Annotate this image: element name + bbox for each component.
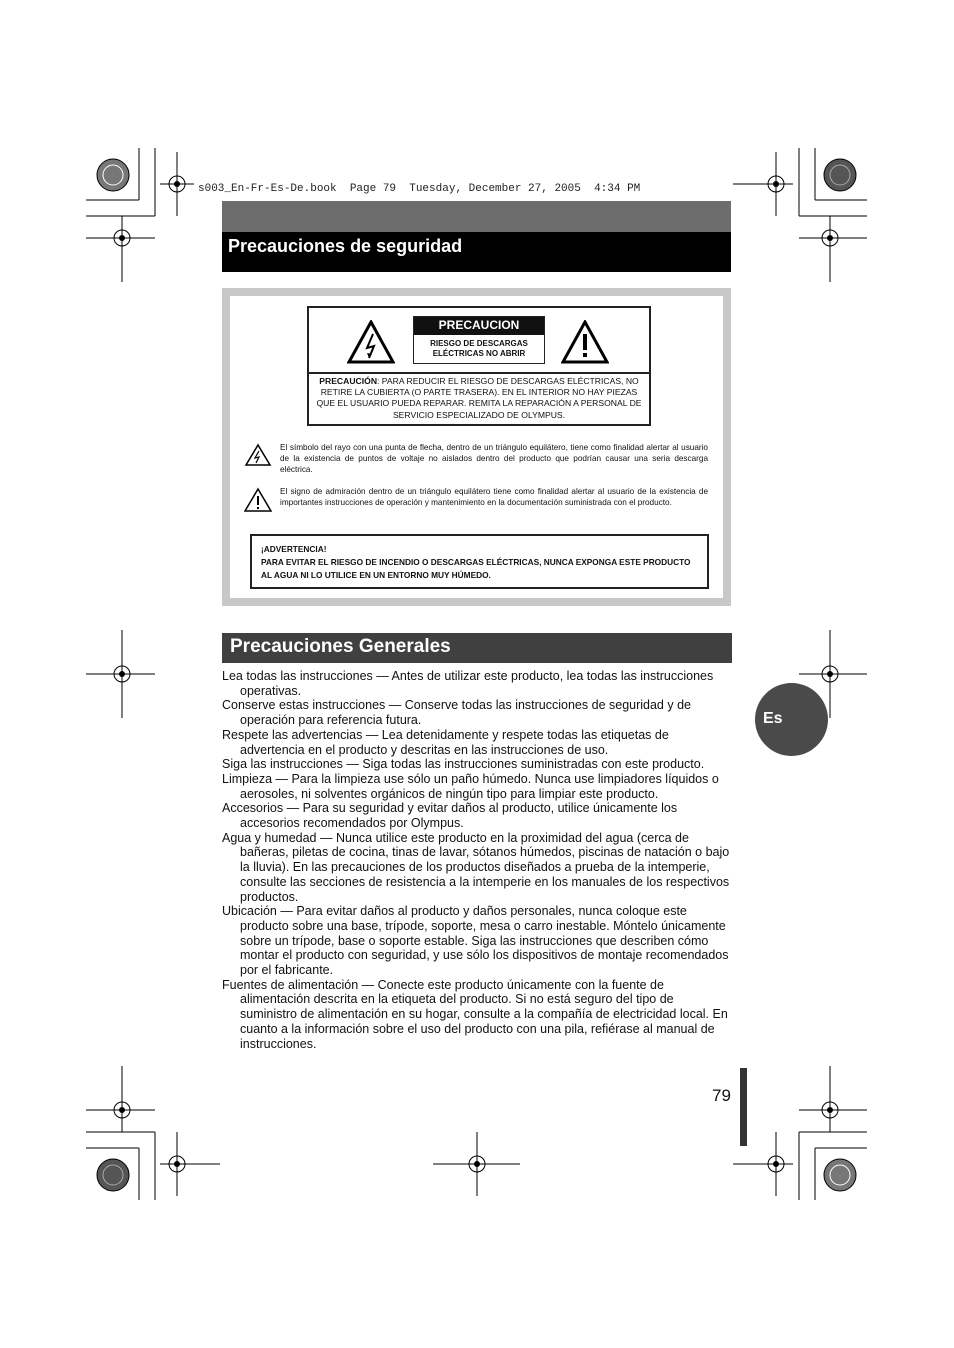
paragraph-cleaning: Limpieza — Para la limpieza use sólo un paño húmedo. Nunca use limpiadores líquidos o aerosoles, ni solventes orgánicos de ningún tipo para limpiar este producto.: [222, 771, 719, 801]
precautions-list: [222, 669, 734, 1051]
exclamation-triangle-icon: [244, 487, 272, 513]
caution-text-body: : PARA REDUCIR EL RIESGO DE DESCARGAS ELÉCTRICAS, NO RETIRE LA CUBIERTA (O PARTE TRASERA). EN EL INTERIOR NO HAY PIEZAS QUE EL USUARIO PUEDA REPARAR. REMITA LA REPARACIÓN A PERSONAL DE SERVICIO ESPECIALIZADO DE OLYMPUS.: [316, 376, 642, 420]
title-bar: [222, 232, 731, 272]
symbol-text-lightning: El símbolo del rayo con una punta de flecha, dentro de un triángulo equilátero, tiene como finalidad alertar al usuario de la existencia de puntos de voltaje no aislados dentro del producto que podrían causar una seria descarga eléctrica.: [280, 443, 708, 474]
paragraph-water-moisture: Agua y humedad — Nunca utilice este producto en la proximidad del agua (cerca de bañeras, piletas de cocina, tinas de lavar, sótanos húmedos, piscinas de natación o bajo la lluvia). En las precauciones de los productos diseñados a prueba de la intemperie, consulte las secciones de resistencia a la intemperie en los manuales de los respectivos productos.: [222, 830, 730, 904]
precaucion-box: [413, 316, 545, 364]
subheading-line-1: RIESGO DE DESCARGAS: [430, 339, 528, 348]
lightning-triangle-icon: [244, 443, 272, 467]
title-band: [222, 201, 731, 232]
paragraph-keep-instructions: Conserve estas instrucciones — Conserve todas las instrucciones de seguridad y de operación para referencia futura.: [222, 698, 691, 728]
caution-label-text: [313, 376, 645, 421]
lightning-triangle-icon: [347, 320, 395, 364]
label-divider: [309, 372, 649, 374]
section-title: Precauciones Generales: [230, 636, 451, 657]
precaucion-heading: PRECAUCION: [414, 317, 544, 335]
warning-heading: ¡ADVERTENCIA!: [261, 544, 327, 554]
warning-content: [261, 543, 697, 582]
page-title: Precauciones de seguridad: [228, 236, 463, 256]
page-edge-bar: [740, 1068, 747, 1146]
symbol-text-exclamation: El signo de admiración dentro de un triángulo equilátero tiene como finalidad alertar al usuario de la existencia de importantes instrucciones de operación y mantenimiento en la documentación suministrada con el producto.: [280, 487, 708, 507]
caution-label: [307, 306, 651, 426]
paragraph-heed-warnings: Respete las advertencias — Lea detenidamente y respete todas las etiquetas de advertencia en el producto y descritas en las instrucciones de uso.: [222, 727, 669, 757]
caution-text-prefix: PRECAUCIÓN: [319, 376, 378, 386]
language-tab-label: Es: [763, 710, 783, 727]
language-tab: [755, 683, 828, 756]
warning-text: PARA EVITAR EL RIESGO DE INCENDIO O DESCARGAS ELÉCTRICAS, NUNCA EXPONGA ESTE PRODUCTO AL AGUA NI LO UTILICE EN UN ENTORNO MUY HÚMEDO.: [261, 557, 691, 580]
section-bar: [222, 633, 732, 663]
warning-box: [250, 534, 709, 589]
precaucion-subheading: [414, 335, 544, 359]
exclamation-triangle-icon: [561, 320, 609, 364]
paragraph-power-sources: Fuentes de alimentación — Conecte este producto únicamente con la fuente de alimentación descrita en la etiqueta del producto. Si no está seguro del tipo de suministro de alimentación en su hogar, consulte a la compañía de electricidad local. En cuanto a la información sobre el uso del producto con una pila, refiérase al manual de instrucciones.: [222, 977, 728, 1051]
page-number: 79: [712, 1086, 731, 1105]
print-header: s003_En-Fr-Es-De.book Page 79 Tuesday, December 27, 2005 4:34 PM: [198, 183, 641, 195]
subheading-line-2: ELÉCTRICAS NO ABRIR: [432, 349, 526, 358]
paragraph-follow-instructions: Siga las instrucciones — Siga todas las instrucciones suministradas con este producto.: [222, 757, 705, 772]
paragraph-location: Ubicación — Para evitar daños al producto y daños personales, nunca coloque este producto sobre una base, trípode, soporte, mesa o carro inestable. Móntelo únicamente sobre un trípode, base o soporte estable. Siga las instrucciones que describen cómo montar el producto con seguridad, y use sólo los dispositivos de montaje recomendados por el fabricante.: [222, 904, 729, 978]
paragraph-accessories: Accesorios — Para su seguridad y evitar daños al producto, utilice únicamente los accesorios recomendados por Olympus.: [222, 801, 678, 831]
paragraph-read-instructions: Lea todas las instrucciones — Antes de utilizar este producto, lea todas las instrucciones operativas.: [222, 669, 714, 698]
